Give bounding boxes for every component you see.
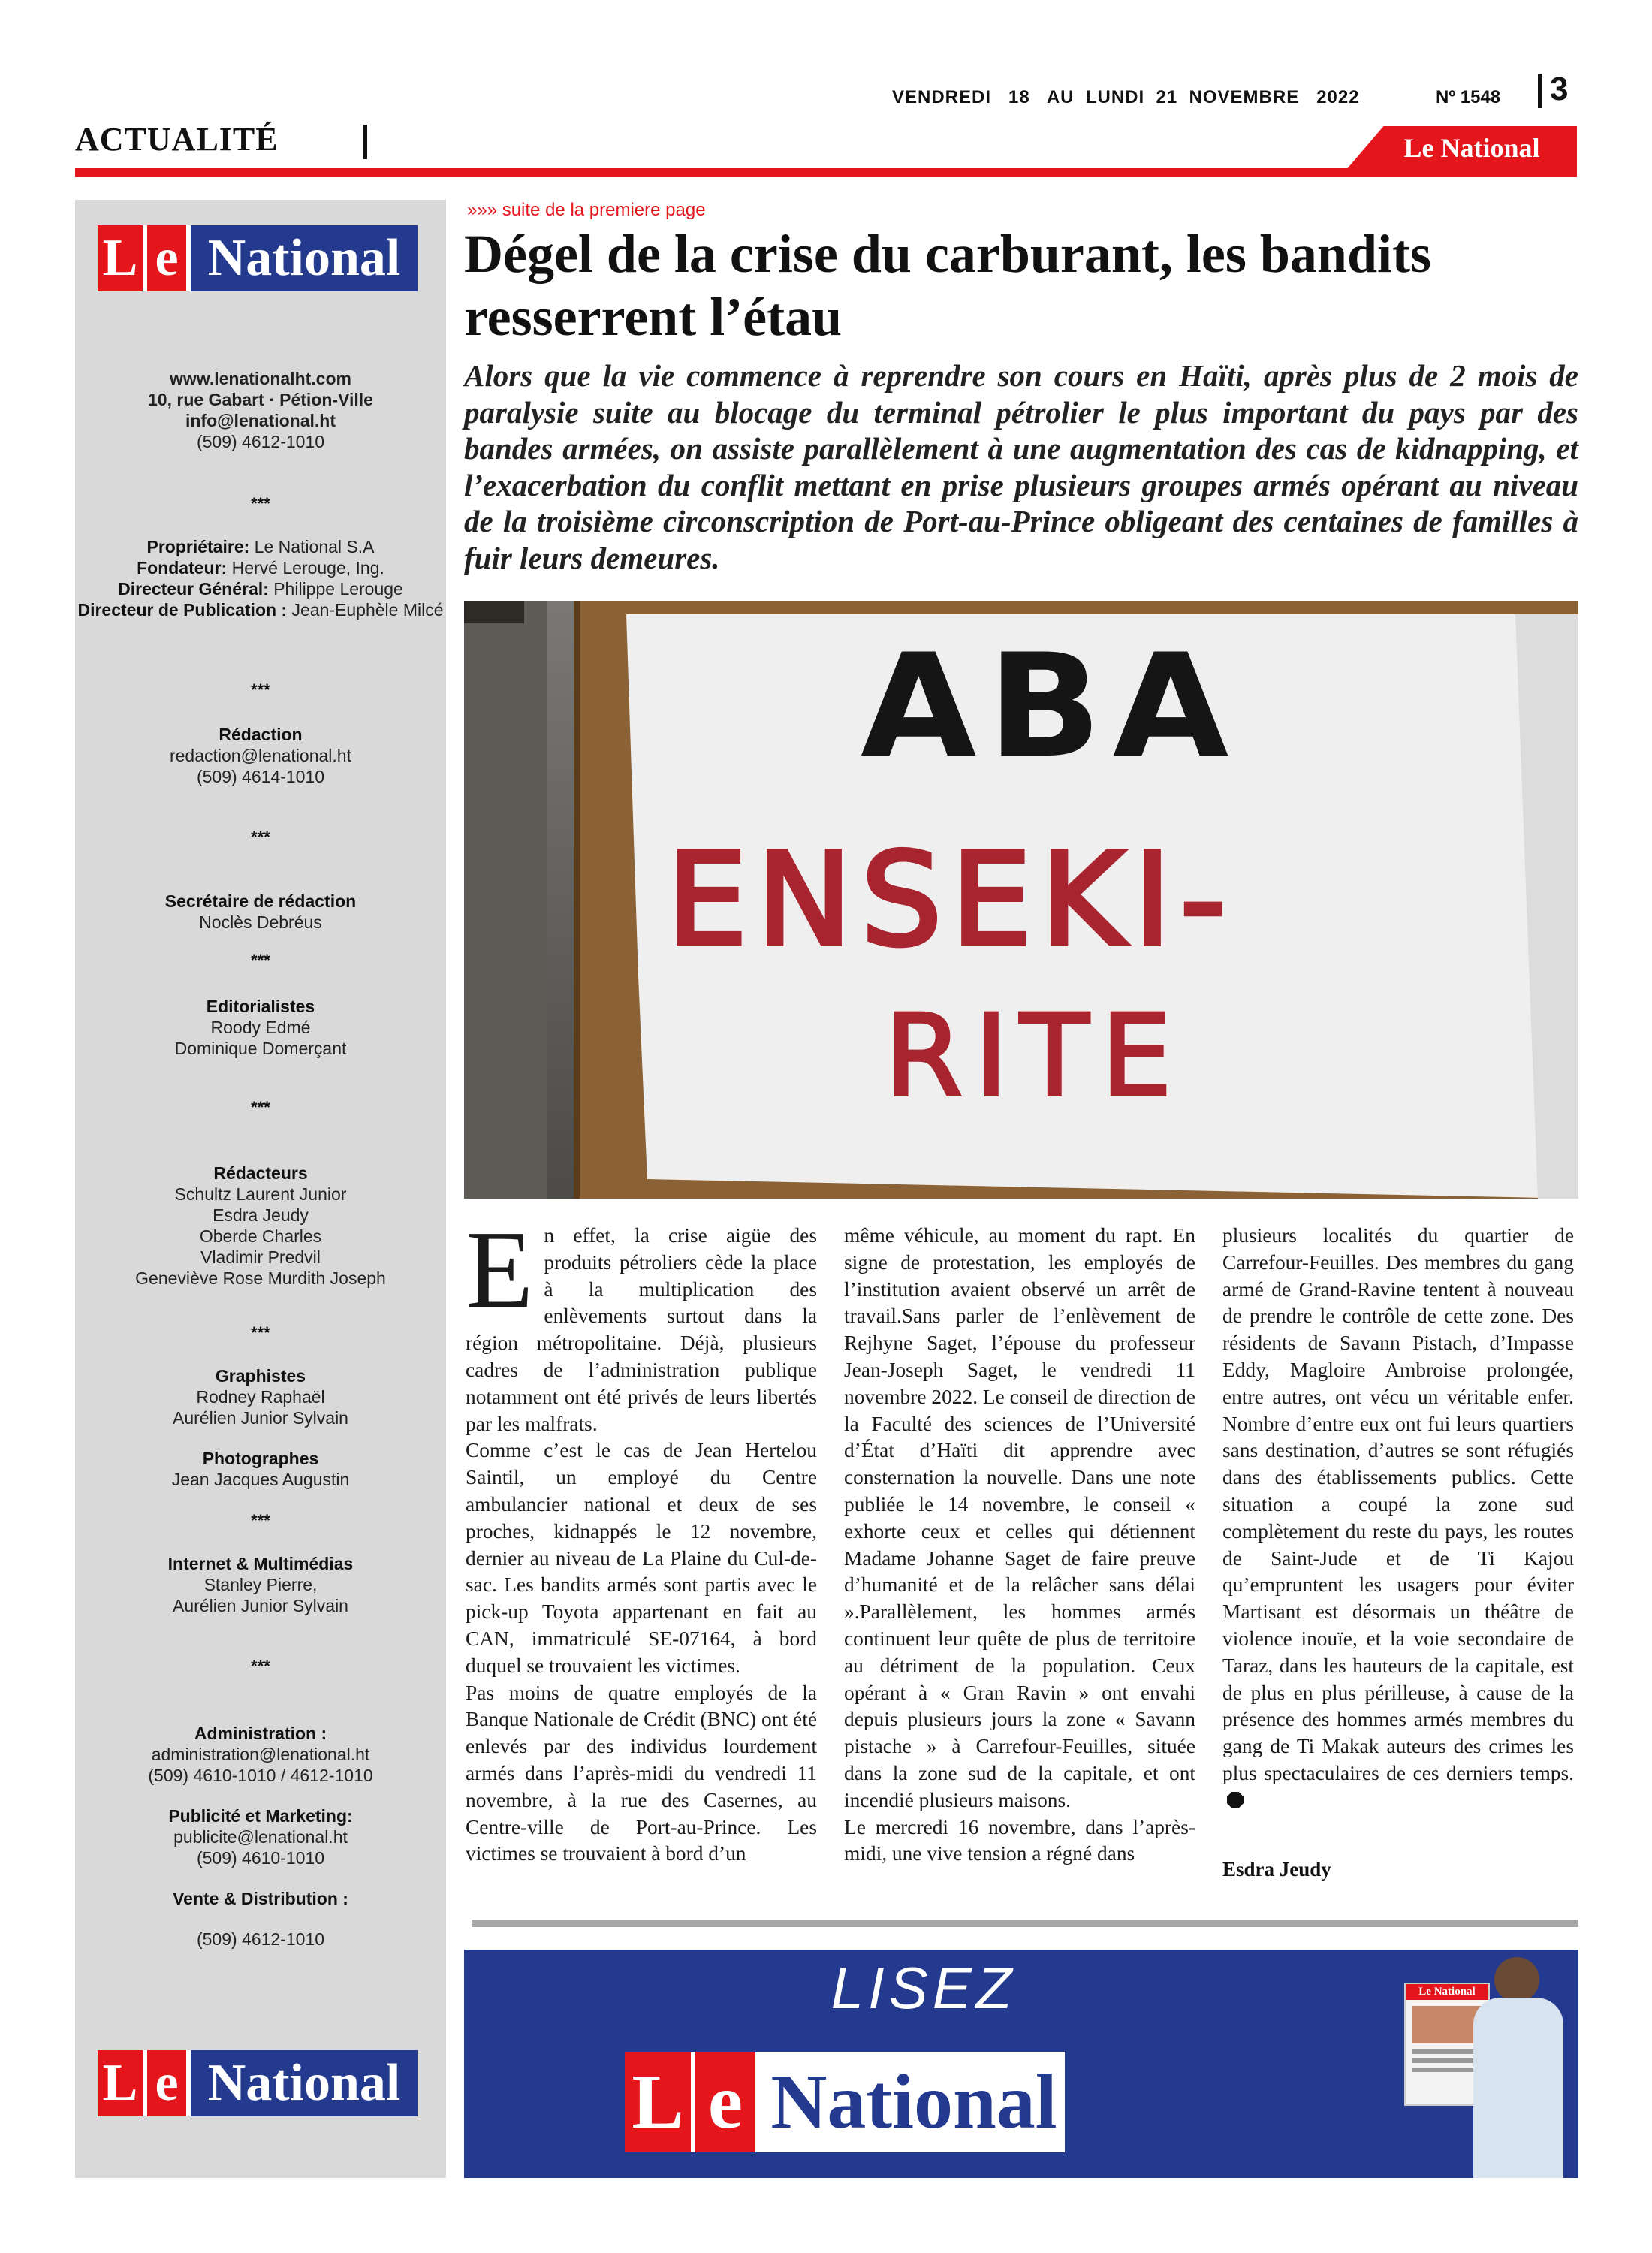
advertising-phone: (509) 4610-1010 (196, 1848, 325, 1868)
reporter: Geneviève Rose Murdith Joseph (135, 1268, 386, 1288)
logo-bottom (98, 2050, 418, 2116)
address: 10, rue Gabart · Pétion-Ville (148, 390, 373, 409)
logo-letter: e (147, 225, 186, 291)
reporters-block (75, 1163, 446, 1289)
byline: Esdra Jeudy (1222, 1858, 1331, 1881)
separator: *** (251, 494, 270, 513)
paragraph: même véhicule, au moment du rapt. En signe de protestation, les employés de l’institution avaient observé un arrêt de travail.Sans parler de l’enlèvement de Rejhyne Saget, l’épouse du professeur Jean-Joseph Saget, le vendredi 11 novembre 2022. Le conseil de direction de la Faculté des sciences de l’Université d’État d’Haïti dit apprendre avec consternation la nouvelle. Dans une note publiée le 14 novembre, le conseil « exhorte ceux et celles qui détiennent Madame Johanne Saget de faire preuve d’humanité et de la relâcher sans délai ».Parallèlement, les hommes armés continuent leur quête de plus de territoire au détriment de la population. Ceux opérant à « Gran Ravin » ont envahi depuis plusieurs jours la zone « Savann pistache » à Carrefour-Feuilles, située dans la zone sud de la capitale, et ont incendié plusieurs maisons. (844, 1224, 1195, 1811)
separator: *** (251, 1323, 270, 1342)
paragraph: Pas moins de quatre employés de la Banque Nationale de Crédit (BNC) ont été enlevés par des individus lourdement armés dans l’après-midi du vendredi 11 novembre, à la rue des Casernes, au Centre-ville de Port-au-Prince. Les victimes se trouvaient à bord d’un (466, 1681, 817, 1865)
banner-lisez: LISEZ (831, 1955, 1017, 2021)
article-column-1 (466, 1208, 817, 1868)
photographers-block (75, 1448, 446, 1490)
logo-letter: e (695, 2052, 755, 2152)
owner-label: Propriétaire: (146, 537, 250, 556)
thumbnail-photo (1412, 2006, 1482, 2043)
article-headline: Dégel de la crise du carburant, les bandits resserrent l’étau (464, 224, 1431, 347)
logo-letter: L (625, 2052, 691, 2152)
logo-national: National (191, 2050, 418, 2116)
secretary-block (75, 891, 446, 933)
reporter: Oberde Charles (199, 1226, 322, 1246)
ownership-block (75, 536, 446, 620)
admin-block (75, 1723, 446, 1786)
separator: *** (251, 1098, 270, 1117)
dp-label: Directeur de Publication : (77, 600, 288, 620)
logo-letter: L (98, 225, 143, 291)
dg-label: Directeur Général: (118, 579, 269, 599)
issue-date: VENDREDI 18 AU LUNDI 21 NOVEMBRE 2022 (892, 87, 1360, 107)
separator: *** (251, 1657, 270, 1675)
redaction-label: Rédaction (219, 725, 303, 744)
website-link[interactable]: www.lenationalht.com (170, 369, 351, 388)
continuation-kicker: »»» suite de la premiere page (467, 200, 706, 220)
dp: Jean-Euphèle Milcé (287, 600, 444, 620)
editorialists-label: Editorialistes (206, 997, 315, 1016)
reporter: Vladimir Predvil (200, 1247, 321, 1267)
admin-label: Administration : (194, 1724, 327, 1743)
article-lead: Alors que la vie commence à reprendre son cours en Haïti, après plus de 2 mois de paralysie suite au blocage du terminal pétrolier le plus important du pays par des bandes armées, on assiste parallèlement à une augmentation des cas de kidnapping, et l’exacerbation du conflit mettant en prise plusieurs groupes armés opérant au niveau de la troisième circonscription de Port-au-Prince obligeant des centaines de familles à fuir leurs demeures. (464, 358, 1578, 575)
brand-tab-label: Le National (1403, 133, 1540, 163)
person-head (1494, 1957, 1539, 2002)
founder: Hervé Lerouge, Ing. (227, 558, 384, 578)
internet-label: Internet & Multimédias (167, 1554, 354, 1573)
phone: (509) 4612-1010 (196, 432, 325, 451)
photographers-label: Photographes (202, 1449, 319, 1468)
paragraph: Comme c’est le cas de Jean Hertelou Saintil, un employé du Centre ambulancier national et deux de ses proches, kidnappés le 12 novembre, dernier au niveau de La Plaine du Cul-de-sac. Les bandits armés sont partis avec le pick-up Toyota appartenant en fait au CAN, immatriculé SE-07164, à bord duquel se trouvaient les victimes. (466, 1439, 817, 1677)
separator: *** (251, 1511, 270, 1530)
info-email[interactable]: info@lenational.ht (185, 411, 336, 430)
sales-block (75, 1888, 446, 1950)
owner: Le National S.A (249, 537, 375, 556)
logo-national: National (763, 2052, 1065, 2152)
advertising-label: Publicité et Marketing: (168, 1806, 353, 1826)
section-divider (363, 125, 367, 159)
advertising-email[interactable]: publicite@lenational.ht (173, 1827, 348, 1847)
editorialists-block (75, 996, 446, 1059)
redaction-block (75, 724, 446, 787)
paragraph: plusieurs localités du quartier de Carrefour-Feuilles. Des membres du gang armé de Grand-Ravine tentent à nouveau de prendre le contrôle de cette zone. Des résidents de Savann Pistach, d’Impasse Eddy, Magloire Ambroise prolongée, entre autres, ont vécu un véritable enfer. Nombre d’entre eux ont fui leurs quartiers sans destination, d’autres se sont réfugiés dans des établissements publics. Cette situation a coupé la zone sud complètement du reste du pays, les routes de Saint-Jude et de Ti Kajou qu’empruntent les usagers pour éviter Martisant est désormais un théâtre de violence inouïe, et la voie secondaire de Taraz, dans les hauteurs de la capitale, est de plus en plus périlleuse, à cause de la présence des hommes armés membres du gang de Ti Makak auteurs des crimes les plus spectaculaires de ces derniers temps. (1222, 1224, 1574, 1784)
paragraph: n effet, la crise aigüe des produits pétroliers cède la place à la multiplication des enlèvements surtout dans la région métropolitaine. Déjà, plusieurs cadres de l’administration publique notamment ont été privés de leurs libertés par les malfrats. (466, 1224, 817, 1435)
separator: *** (251, 680, 270, 699)
sign-text-line2: ENSEKI- (667, 826, 1235, 975)
graphics-label: Graphistes (215, 1366, 306, 1386)
separator: *** (251, 951, 270, 970)
advertising-block (75, 1805, 446, 1868)
article-column-2 (844, 1223, 1195, 1868)
end-of-article-icon (1227, 1792, 1244, 1808)
drop-cap: E (466, 1208, 534, 1332)
sign-text-line3: RITE (885, 991, 1184, 1122)
sign-text-line1: ABA (860, 623, 1240, 789)
reporter: Schultz Laurent Junior (174, 1184, 347, 1204)
page-number: 3 (1550, 71, 1569, 107)
sales-label: Vente & Distribution : (173, 1889, 348, 1908)
thumbnail-masthead: Le National (1406, 1984, 1488, 2000)
editorialist: Roody Edmé (210, 1018, 311, 1037)
separator: *** (251, 828, 270, 846)
redaction-phone: (509) 4614-1010 (196, 767, 325, 786)
founder-label: Fondateur: (137, 558, 228, 578)
internet-member: Aurélien Junior Sylvain (173, 1596, 348, 1615)
logo-letter: e (147, 2050, 186, 2116)
paragraph: Le mercredi 16 novembre, dans l’après-midi, une vive tension a régné dans (844, 1815, 1195, 1865)
logo-letter: L (98, 2050, 143, 2116)
graphic-designer: Aurélien Junior Sylvain (173, 1408, 348, 1428)
admin-phone: (509) 4610-1010 / 4612-1010 (148, 1766, 373, 1785)
section-title: ACTUALITÉ (75, 121, 279, 158)
banner-logo (625, 2052, 1065, 2152)
redaction-email[interactable]: redaction@lenational.ht (169, 746, 351, 765)
page-divider (1538, 74, 1542, 108)
logo-national: National (191, 225, 418, 291)
reporter: Esdra Jeudy (213, 1205, 309, 1225)
photographer: Jean Jacques Augustin (171, 1470, 350, 1489)
graphic-designer: Rodney Raphaël (196, 1387, 325, 1407)
graphics-block (75, 1365, 446, 1428)
sales-phone: (509) 4612-1010 (196, 1929, 325, 1949)
admin-email[interactable]: administration@lenational.ht (151, 1745, 370, 1764)
editorialist: Dominique Domerçant (174, 1039, 347, 1058)
article-photo (464, 601, 1578, 1199)
article-column-3 (1222, 1223, 1574, 1814)
internet-member: Stanley Pierre, (203, 1575, 318, 1594)
contact-block (75, 368, 446, 452)
internet-block (75, 1553, 446, 1616)
divider-rule (472, 1920, 1578, 1927)
dg: Philippe Lerouge (268, 579, 403, 599)
logo-top (98, 225, 418, 291)
person-body (1473, 1998, 1563, 2178)
secretary-label: Secrétaire de rédaction (164, 891, 357, 911)
secretary: Noclès Debréus (199, 912, 322, 932)
issue-number: Nº 1548 (1436, 87, 1501, 107)
reporters-label: Rédacteurs (213, 1163, 308, 1183)
